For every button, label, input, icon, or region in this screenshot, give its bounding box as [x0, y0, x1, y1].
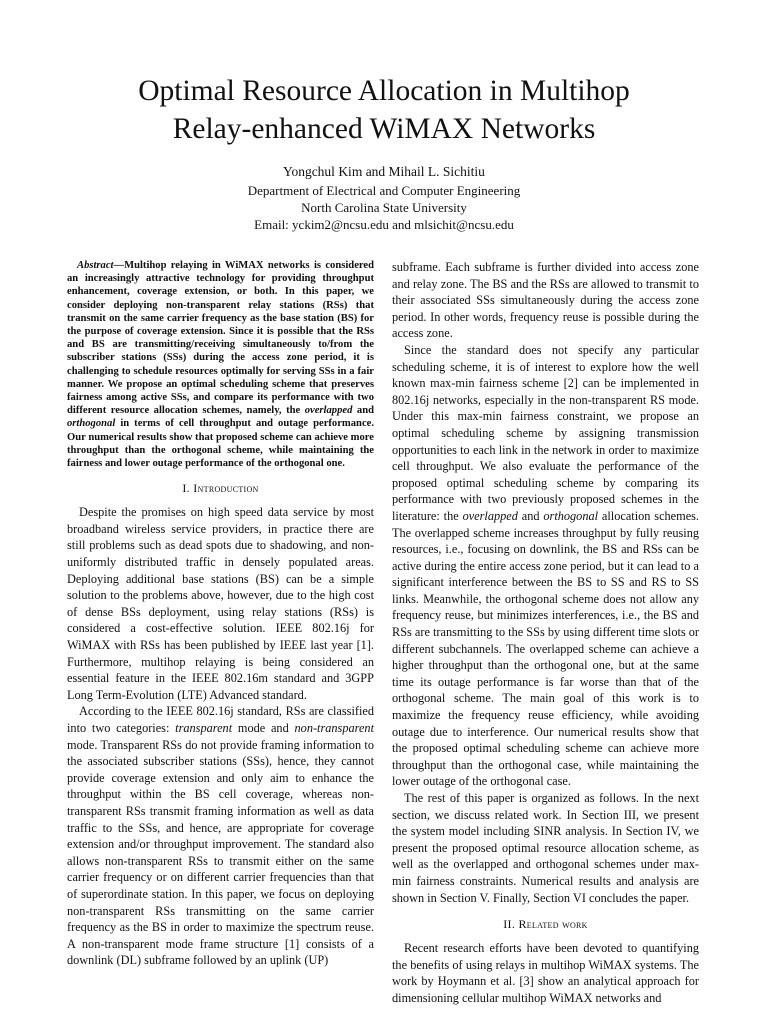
paper-title	[60, 72, 708, 148]
abstract-text-b: and	[352, 405, 374, 417]
intro-p2-text-a: According to the IEEE 802.16j standard, RSs are classified into two categories:	[67, 704, 374, 735]
abstract	[67, 259, 374, 470]
right-column	[392, 259, 699, 1007]
author-block	[60, 163, 708, 233]
section-heading-related-work	[392, 916, 699, 932]
author-names: Yongchul Kim and Mihail L. Sichitiu	[283, 164, 485, 179]
intro-p3-text-c: allocation schemes. The overlapped scheme increases throughput by fully reusing resources, i.e., focusing on downlink, the BS and RSs can be active during the entire access zone period, but it can lead to a significant interference between the BS to SS and RS to SS links. Meanwhile, the orthogonal scheme does not allow any frequency reuse, but minimizes interferences, i.e., the BS and RSs are transmitting to the SSs by using different time slots or different subchannels. The overlapped scheme can achieve a higher throughput than the orthogonal one, but at the same time its outage performance is far worse than that of the orthogonal scheme. The main goal of this work is to maximize the frequency reuse efficiency, while avoiding outage due to interference. Our numerical results show that the proposed optimal scheduling scheme can achieve more throughput than the orthogonal case, while maintaining the lower outage of the orthogonal case.	[392, 508, 700, 789]
intro-p3-text-a: Since the standard does not specify any particular scheduling scheme, it is of interest to explore how the well known max-min fairness scheme [2] can be implemented in 802.16j networks, especially in the non-transparent RS mode. Under this max-min fairness constraint, we propose an optimal scheduling scheme by assigning transmission opportunities to each link in the network in order to maximize cell throughput. We also evaluate the performance of the proposed optimal scheduling scheme by comparing its performance with two previously proposed schemes in the literature: the	[392, 342, 699, 523]
section-heading-introduction	[67, 480, 374, 496]
intro-p2-em-non-transparent: non-transparent	[294, 720, 374, 735]
author-department: Department of Electrical and Computer Engineering	[247, 183, 521, 198]
section-numeral: I.	[182, 481, 194, 496]
intro-p2-em-transparent: transparent	[175, 720, 233, 735]
section-title: Related work	[518, 917, 588, 932]
abstract-em-orthogonal: orthogonal	[67, 418, 116, 430]
title-line-2: Relay-enhanced WiMAX Networks	[172, 113, 596, 145]
section-title: Introduction	[193, 481, 259, 496]
intro-p3-em-overlapped: overlapped	[462, 508, 518, 523]
intro-p2-text-b: mode and	[232, 720, 295, 735]
related-paragraph-1: Recent research efforts have been devoted to quantifying the benefits of using relays in multihop WiMAX systems. The work by Hoymann et al. [3] show an analytical approach for dimensioning cellular multihop WiMAX networks and	[392, 941, 699, 1005]
intro-paragraph-2	[67, 703, 374, 969]
author-university: North Carolina State University	[301, 200, 467, 215]
intro-paragraph-3	[392, 342, 699, 790]
intro-p2-text-c: mode. Transparent RSs do not provide framing information to the associated subscriber stations (SSs), hence, they cannot provide coverage extension and only aim to enhance the throughput within the BS cell coverage, whereas non-transparent RSs transmit framing information as well as data traffic to the SSs, and hence, are appropriate for coverage extension and/or throughput improvement. The standard also allows non-transparent RSs to transmit either on the same carrier frequency or on different carrier frequencies than that of superordinate station. In this paper, we focus on deploying non-transparent RSs transmitting on the same carrier frequency as the BS in order to maximize the spectrum reuse. A non-transparent mode frame structure [1] consists of a downlink (DL) subframe followed by an uplink (UP)	[67, 737, 374, 968]
abstract-em-overlapped: overlapped	[304, 405, 353, 417]
title-line-1: Optimal Resource Allocation in Multihop	[138, 75, 630, 107]
section-numeral: II.	[503, 917, 519, 932]
author-email: Email: yckim2@ncsu.edu and mlsichit@ncsu.edu	[254, 217, 514, 232]
abstract-text-a: —Multihop relaying in WiMAX networks is considered an increasingly attractive technology for providing throughput enhancement, coverage extension, or both. In this paper, we consider deploying non-transparent relay stations (RSs) that transmit on the same carrier frequency as the base station (BS) for the purpose of coverage extension. Since it is possible that the RSs and BS are transmitting/receiving simultaneously to/from the subscriber stations (SSs) during the access zone period, it is challenging to schedule resources optimally for serving SSs in a fair manner. We propose an optimal scheduling scheme that preserves fairness among active SSs, and compare its performance with two different resource allocation schemes, namely, the	[67, 260, 374, 417]
intro-paragraph-2-continued: subframe. Each subframe is further divided into access zone and relay zone. The BS and the RSs are allowed to transmit to their associated SSs simultaneously during the access zone period. In other words, frequency reuse is possible during the access zone.	[392, 260, 699, 341]
intro-paragraph-4: The rest of this paper is organized as follows. In the next section, we discuss related work. In Section III, we present the system model including SINR analysis. In Section IV, we present the proposed optimal resource allocation scheme, as well as the overlapped and orthogonal schemes under max-min fairness constraints. Numerical results and analysis are shown in Section V. Finally, Section VI concludes the paper.	[392, 791, 699, 905]
left-column	[67, 259, 374, 969]
intro-p3-text-b: and	[517, 508, 544, 523]
abstract-lead: Abstract	[77, 260, 114, 271]
abstract-text-c: in terms of cell throughput and outage performance. Our numerical results show that proposed scheme can achieve more throughput than the orthogonal scheme, while maintaining the fairness and lower outage performance of the orthogonal one.	[67, 418, 374, 470]
intro-paragraph-1: Despite the promises on high speed data service by most broadband wireless service providers, in practice there are still problems such as dead spots due to shadowing, and non-uniformly distributed traffic in densely populated areas. Deploying additional base stations (BS) can be a simple solution to the problems above, however, due to the high cost of dense BSs deployment, using relay stations (RSs) is considered a cost-effective solution. IEEE 802.16j for WiMAX with RSs has been published by IEEE last year [1]. Furthermore, multihop relaying is being considered an essential feature in the IEEE 802.16m standard and 3GPP Long Term-Evolution (LTE) Advanced standard.	[67, 505, 374, 702]
intro-p3-em-orthogonal: orthogonal	[543, 508, 599, 523]
